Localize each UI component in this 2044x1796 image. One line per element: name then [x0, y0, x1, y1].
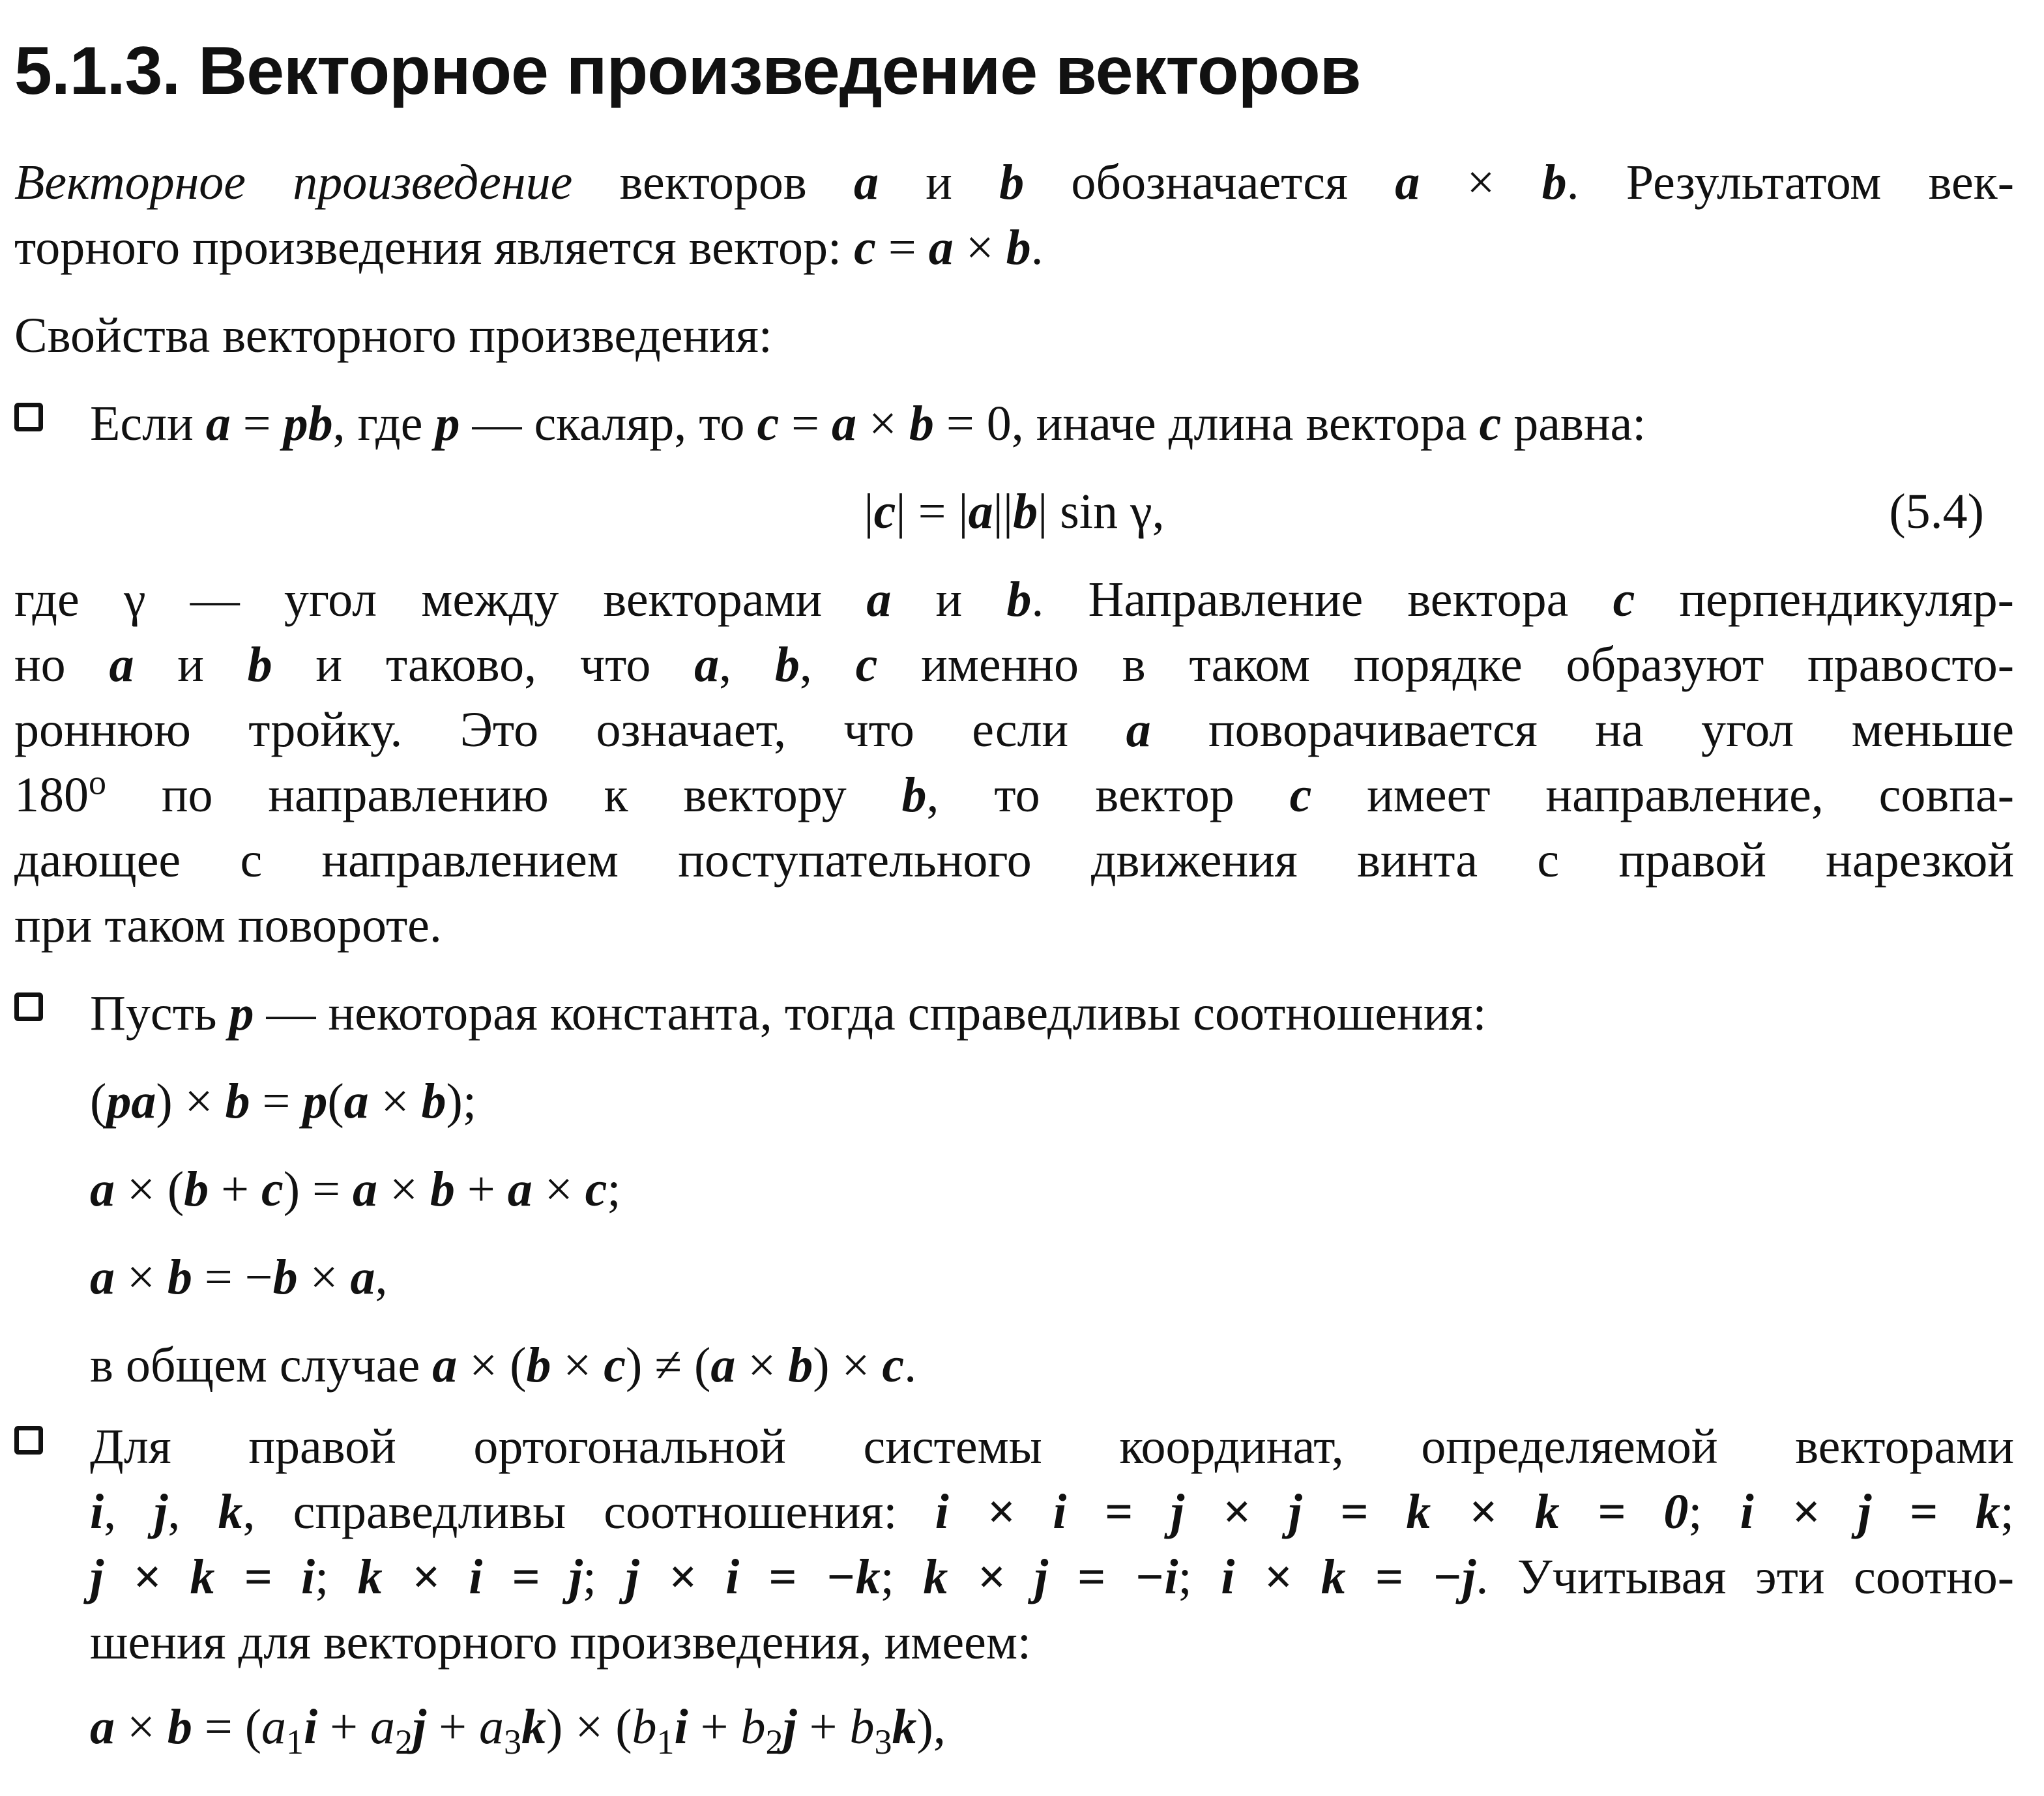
op: ×: [953, 220, 1006, 275]
text: торного произведения является вектор:: [14, 220, 854, 275]
var-b: b: [272, 1250, 298, 1305]
text: и: [134, 637, 248, 692]
item3-line-3: [90, 1544, 2014, 1610]
op: = (: [192, 1700, 262, 1754]
item3-line-4: шения для векторного произведения, имеем:: [90, 1615, 1032, 1670]
bullet-box-icon: [14, 992, 43, 1021]
text: равна:: [1501, 396, 1646, 451]
op: =: [779, 396, 832, 451]
op: ×: [377, 1162, 430, 1217]
var-c: c: [261, 1162, 284, 1217]
op: ;: [880, 1550, 924, 1604]
subscript: 1: [656, 1722, 675, 1762]
var-c: c: [873, 484, 896, 539]
op: +: [796, 1700, 850, 1754]
var-a: a: [1395, 155, 1420, 210]
equation-number: (5.4): [1889, 484, 1984, 539]
var-c: c: [855, 637, 878, 692]
item1-para-3: [14, 697, 2014, 762]
text: обозначается: [1024, 155, 1395, 210]
text: имеет направление, совпа-: [1311, 768, 2015, 822]
op: +: [426, 1700, 480, 1754]
op: +: [454, 1162, 508, 1217]
var-c: c: [854, 220, 876, 275]
var-c: c: [1613, 572, 1635, 627]
op: ×: [368, 1074, 422, 1129]
op: ,: [375, 1250, 388, 1305]
intro-line-2: [14, 215, 2014, 280]
op: ;: [2000, 1485, 2015, 1539]
item2-formula-3: [90, 1245, 2014, 1310]
subscript: 3: [504, 1722, 522, 1762]
var-b: b: [167, 1250, 192, 1305]
text: ,: [719, 637, 775, 692]
var-a: a: [854, 155, 879, 210]
text: . Результатом век-: [1566, 155, 2014, 210]
var-b: b: [184, 1162, 209, 1217]
var-p: p: [302, 1074, 328, 1129]
var-b: b: [901, 768, 927, 822]
var-a: a: [90, 1162, 115, 1217]
var-b: b: [430, 1162, 455, 1217]
var-j: j: [783, 1700, 797, 1754]
properties-title: Свойства векторного произведения:: [14, 308, 772, 363]
term-vector-product: Векторное произведение: [14, 155, 573, 210]
var-i: i: [90, 1485, 104, 1539]
op: | sin γ,: [1038, 484, 1165, 539]
var-a: a: [205, 396, 231, 451]
text: но: [14, 637, 110, 692]
text: , где: [332, 396, 435, 451]
op: ×: [1420, 155, 1542, 210]
subscript: 2: [395, 1722, 413, 1762]
var-b: b: [788, 1338, 813, 1393]
text: и: [891, 572, 1007, 627]
formula-5-4: [14, 479, 2014, 544]
var-a: a: [343, 1074, 369, 1129]
item3-line-2: [90, 1479, 2014, 1544]
var-c: c: [1479, 396, 1502, 451]
var-b: b: [999, 155, 1025, 210]
bullet-box-icon: [14, 1426, 43, 1455]
expr: i × i = j × j = k × k = 0: [935, 1485, 1689, 1539]
var-a2: a: [370, 1700, 396, 1754]
text: — скаляр, то: [460, 396, 757, 451]
item2-formula-1: [90, 1069, 2014, 1134]
text: Пусть: [90, 986, 229, 1041]
var-b: b: [1013, 484, 1038, 539]
text: . Учитывая эти соотно-: [1476, 1550, 2015, 1604]
op: ×: [856, 396, 909, 451]
text: — некоторая константа, тогда справедливы соотношения:: [254, 986, 1487, 1041]
var-b: b: [421, 1074, 446, 1129]
var-a: a: [90, 1250, 115, 1305]
op: ;: [1178, 1550, 1221, 1604]
var-b: b: [225, 1074, 250, 1129]
op: ),: [916, 1700, 946, 1754]
var-i: i: [674, 1700, 688, 1754]
var-p: p: [229, 986, 254, 1041]
op: ) ≠ (: [626, 1338, 711, 1393]
var-pb: pb: [283, 396, 333, 451]
op: (: [90, 1074, 107, 1129]
var-a: a: [968, 484, 993, 539]
subscript: 1: [286, 1722, 304, 1762]
var-a: a: [710, 1338, 736, 1393]
op: ×: [115, 1700, 168, 1754]
var-b: b: [526, 1338, 551, 1393]
op: ×: [735, 1338, 789, 1393]
text: поворачивается на угол меньше: [1150, 702, 2014, 757]
var-p: p: [435, 396, 460, 451]
op: (: [327, 1074, 344, 1129]
var-a1: a: [261, 1700, 287, 1754]
expr: k × j = −i: [923, 1550, 1178, 1604]
item1-para-4: [14, 762, 2014, 828]
var-pa: pa: [106, 1074, 156, 1129]
var-a: a: [832, 396, 857, 451]
op: .: [904, 1338, 917, 1393]
var-b: b: [1006, 572, 1032, 627]
text: и: [879, 155, 1000, 210]
text: именно в таком порядке образуют правосто-: [877, 637, 2015, 692]
op: +: [317, 1700, 371, 1754]
op: =: [875, 220, 929, 275]
var-a: a: [432, 1338, 458, 1393]
op: |: [864, 484, 874, 539]
text: перпендикуляр-: [1635, 572, 2014, 627]
op: ×: [551, 1338, 604, 1393]
op: × (: [457, 1338, 527, 1393]
text: Если: [90, 396, 206, 451]
degree-mark: о: [89, 762, 106, 802]
var-a: a: [507, 1162, 533, 1217]
text: и таково, что: [272, 637, 695, 692]
var-a3: a: [479, 1700, 504, 1754]
var-k: k: [521, 1700, 547, 1754]
text: где γ — угол между векторами: [14, 572, 867, 627]
op: +: [688, 1700, 741, 1754]
var-b: b: [1006, 220, 1031, 275]
text: .: [1030, 220, 1044, 275]
var-c: c: [585, 1162, 607, 1217]
op: ×: [297, 1250, 351, 1305]
text: по направлению к вектору: [106, 768, 902, 822]
expr: j × k = i: [90, 1550, 315, 1604]
op: ×: [115, 1250, 168, 1305]
var-b: b: [909, 396, 934, 451]
item2-formula-2: [90, 1157, 2014, 1222]
item1-para-2: [14, 632, 2014, 697]
op: +: [209, 1162, 262, 1217]
var-c: c: [757, 396, 780, 451]
op: ;: [607, 1162, 621, 1217]
text: 180: [14, 768, 89, 822]
expr: i × k = −j: [1221, 1550, 1476, 1604]
var-a: a: [109, 637, 134, 692]
var-b3: b: [849, 1700, 875, 1754]
item1-para-6: при таком повороте.: [14, 898, 442, 953]
item3-formula-1: [90, 1694, 2014, 1760]
op: ×: [532, 1162, 585, 1217]
var-c: c: [1289, 768, 1312, 822]
text: = 0, иначе длина вектора: [933, 396, 1480, 451]
expr: k × i = j: [357, 1550, 583, 1604]
op: ) ×: [156, 1074, 226, 1129]
op: ,: [168, 1485, 218, 1539]
text: векторов: [572, 155, 854, 210]
var-j: j: [413, 1700, 427, 1754]
op: ) ×: [813, 1338, 883, 1393]
op: ) × (: [546, 1700, 632, 1754]
var-a: a: [866, 572, 892, 627]
var-a: a: [1126, 702, 1151, 757]
op: =: [250, 1074, 303, 1129]
text: в общем случае: [90, 1338, 433, 1393]
var-k: k: [218, 1485, 243, 1539]
var-j: j: [154, 1485, 168, 1539]
var-k: k: [892, 1700, 917, 1754]
var-a: a: [90, 1700, 115, 1754]
expr: j × i = −k: [625, 1550, 881, 1604]
op: ;: [582, 1550, 626, 1604]
text: ,: [799, 637, 856, 692]
item1-para-1: [14, 567, 2014, 632]
var-a: a: [350, 1250, 375, 1305]
op: =: [230, 396, 284, 451]
text: . Направление вектора: [1031, 572, 1613, 627]
intro-line-1: [14, 150, 2014, 215]
text: , то вектор: [926, 768, 1290, 822]
subscript: 2: [765, 1722, 783, 1762]
bullet-box-icon: [14, 403, 43, 431]
var-a: a: [928, 220, 954, 275]
var-b2: b: [740, 1700, 766, 1754]
var-b: b: [167, 1700, 192, 1754]
item1-line-1: [90, 391, 2014, 456]
text: , справедливы соотношения:: [242, 1485, 935, 1539]
expr: i × j = k: [1740, 1485, 2000, 1539]
text: роннюю тройку. Это означает, что если: [14, 702, 1126, 757]
var-b: b: [774, 637, 800, 692]
var-b: b: [247, 637, 272, 692]
item2-formula-4: [90, 1333, 2014, 1398]
var-a: a: [352, 1162, 377, 1217]
var-i: i: [304, 1700, 318, 1754]
op: ,: [104, 1485, 154, 1539]
section-heading: 5.1.3. Векторное произведение векторов: [14, 33, 1361, 109]
var-c: c: [604, 1338, 626, 1393]
op: × (: [115, 1162, 184, 1217]
op: ) =: [283, 1162, 353, 1217]
var-b1: b: [632, 1700, 657, 1754]
op: ||: [993, 484, 1014, 539]
op: ;: [315, 1550, 358, 1604]
item3-line-1: Для правой ортогональной системы координат, определяемой векторами: [90, 1419, 2014, 1474]
var-a: a: [694, 637, 720, 692]
item2-line-1: [90, 981, 2014, 1046]
var-c: c: [882, 1338, 905, 1393]
var-b: b: [1541, 155, 1567, 210]
subscript: 3: [874, 1722, 892, 1762]
op: | = |: [896, 484, 969, 539]
op: );: [446, 1074, 476, 1129]
item1-para-5: дающее с направлением поступательного движения винта с правой нарезкой: [14, 833, 2014, 888]
op: = −: [192, 1250, 273, 1305]
op: ;: [1688, 1485, 1740, 1539]
